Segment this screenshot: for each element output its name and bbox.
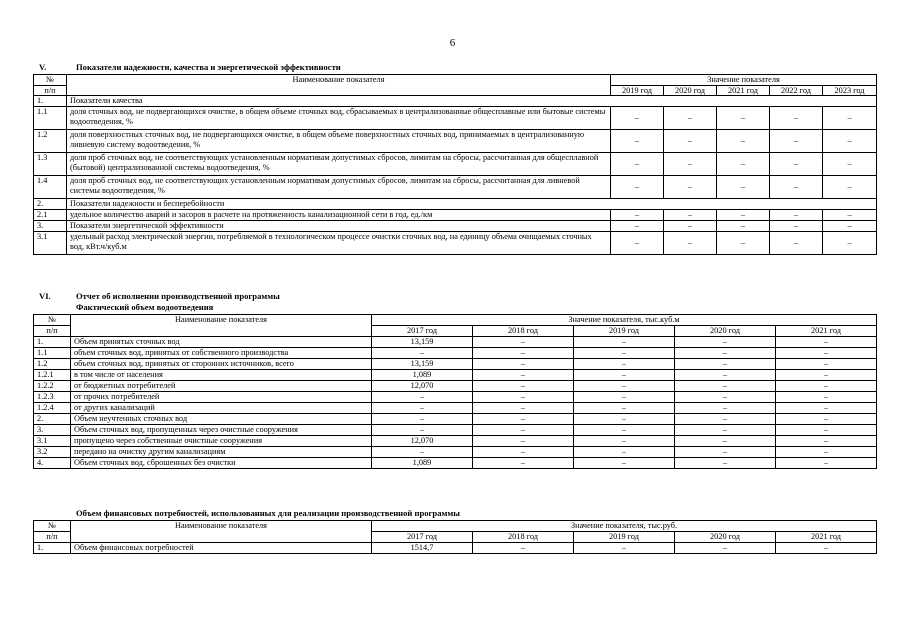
row-number: 1.2.3 bbox=[34, 392, 71, 403]
table-row bbox=[34, 425, 877, 436]
row-value: – bbox=[574, 370, 675, 381]
row-value: 13,159 bbox=[372, 337, 473, 348]
column-header-number: № bbox=[34, 315, 71, 326]
column-header-year: 2020 год bbox=[675, 326, 776, 337]
section-6-title: Отчет об исполнении производственной программы bbox=[76, 291, 280, 301]
row-value: – bbox=[372, 403, 473, 414]
row-name: передано на очистку другим канализациям bbox=[71, 447, 372, 458]
row-value: – bbox=[574, 414, 675, 425]
column-header-year: 2017 год bbox=[372, 532, 473, 543]
table-row bbox=[34, 392, 877, 403]
row-value: – bbox=[776, 425, 877, 436]
table-row bbox=[34, 447, 877, 458]
row-value: – bbox=[473, 447, 574, 458]
row-value: – bbox=[574, 543, 675, 554]
row-number: 4. bbox=[34, 458, 71, 469]
row-value: 13,159 bbox=[372, 359, 473, 370]
row-value: – bbox=[776, 348, 877, 359]
row-name: доля проб сточных вод, не соответствующих установленным нормативам допустимых сбросов, лимитам на сбросы, рассчитанная для общесплавной (бытовой) централизованной системы водоотведения, % bbox=[67, 153, 611, 176]
row-value: – bbox=[611, 176, 664, 199]
section-6-subtitle: Фактический объем водоотведения bbox=[76, 302, 214, 312]
row-value: – bbox=[675, 370, 776, 381]
row-number: 1.2.2 bbox=[34, 381, 71, 392]
row-value: – bbox=[770, 232, 823, 255]
row-value: – bbox=[823, 176, 877, 199]
row-value: – bbox=[664, 153, 717, 176]
row-number: 1. bbox=[34, 543, 71, 554]
column-header-number: № bbox=[34, 521, 71, 532]
row-value: – bbox=[776, 436, 877, 447]
row-value: – bbox=[776, 543, 877, 554]
row-number: 3. bbox=[34, 425, 71, 436]
row-value: – bbox=[473, 425, 574, 436]
row-value: – bbox=[675, 447, 776, 458]
row-number: 3.2 bbox=[34, 447, 71, 458]
row-value: 1,089 bbox=[372, 370, 473, 381]
row-value: – bbox=[776, 458, 877, 469]
row-value: – bbox=[473, 458, 574, 469]
row-name: от бюджетных потребителей bbox=[71, 381, 372, 392]
column-header-pp: п/п bbox=[34, 326, 71, 337]
row-value: – bbox=[770, 210, 823, 221]
row-value: – bbox=[823, 153, 877, 176]
row-value: – bbox=[664, 232, 717, 255]
column-header-year: 2023 год bbox=[823, 85, 877, 96]
row-value: – bbox=[823, 107, 877, 130]
row-value: – bbox=[574, 381, 675, 392]
row-value: – bbox=[372, 348, 473, 359]
row-number: 1.2 bbox=[34, 359, 71, 370]
section-5-number: V. bbox=[39, 62, 47, 72]
row-value: – bbox=[574, 403, 675, 414]
row-value: – bbox=[473, 337, 574, 348]
column-header-name: Наименование показателя bbox=[71, 315, 372, 337]
column-header-year: 2019 год bbox=[574, 532, 675, 543]
row-name: доля поверхностных сточных вод, не подвергающихся очистке, в общем объеме поверхностных сточных вод, принимаемых в централизованную ливневую систему водоотведения, % bbox=[67, 130, 611, 153]
row-value: – bbox=[770, 176, 823, 199]
row-value: – bbox=[675, 348, 776, 359]
finance-heading: Объем финансовых потребностей, использованных для реализации производственной программы bbox=[76, 508, 460, 518]
table-row bbox=[34, 359, 877, 370]
row-number: 1.2.1 bbox=[34, 370, 71, 381]
row-value: – bbox=[473, 392, 574, 403]
row-value: 1514,7 bbox=[372, 543, 473, 554]
row-value: – bbox=[664, 107, 717, 130]
row-value: – bbox=[717, 210, 770, 221]
row-value: – bbox=[776, 381, 877, 392]
row-value: – bbox=[473, 348, 574, 359]
column-header-year: 2020 год bbox=[675, 532, 776, 543]
row-value: – bbox=[717, 232, 770, 255]
table-row bbox=[34, 153, 877, 176]
column-header-value: Значение показателя, тыс.руб. bbox=[372, 521, 877, 532]
column-header-year: 2022 год bbox=[770, 85, 823, 96]
section-6-heading bbox=[39, 292, 280, 302]
row-value: – bbox=[675, 392, 776, 403]
row-value: – bbox=[473, 543, 574, 554]
table-row bbox=[34, 381, 877, 392]
row-value: – bbox=[717, 107, 770, 130]
row-value: – bbox=[776, 337, 877, 348]
row-number: 1.2 bbox=[34, 130, 67, 153]
table-row bbox=[34, 458, 877, 469]
row-number: 3. bbox=[34, 221, 67, 232]
row-value: – bbox=[776, 370, 877, 381]
row-value: 12,070 bbox=[372, 381, 473, 392]
row-value: – bbox=[675, 543, 776, 554]
row-value: – bbox=[611, 221, 664, 232]
row-number: 1.1 bbox=[34, 348, 71, 359]
row-value: – bbox=[675, 458, 776, 469]
row-name: объем сточных вод, принятых от сторонних источников, всего bbox=[71, 359, 372, 370]
row-value: – bbox=[675, 381, 776, 392]
row-name: Объем сточных вод, сброшенных без очистки bbox=[71, 458, 372, 469]
table-row bbox=[34, 414, 877, 425]
row-name: доля сточных вод, не подвергающихся очистке, в общем объеме сточных вод, сбрасываемых в централизованные общесплавные или бытовые системы водоотведения, % bbox=[67, 107, 611, 130]
row-value: – bbox=[823, 210, 877, 221]
row-value: – bbox=[574, 337, 675, 348]
row-value: – bbox=[611, 210, 664, 221]
row-value: 12,070 bbox=[372, 436, 473, 447]
row-value: – bbox=[770, 130, 823, 153]
row-value: – bbox=[473, 359, 574, 370]
row-value: – bbox=[776, 447, 877, 458]
row-value: – bbox=[473, 381, 574, 392]
row-value: – bbox=[770, 107, 823, 130]
column-header-year: 2021 год bbox=[776, 532, 877, 543]
row-value: 1,089 bbox=[372, 458, 473, 469]
row-value: – bbox=[574, 425, 675, 436]
row-value: – bbox=[611, 130, 664, 153]
row-number: 2. bbox=[34, 199, 67, 210]
row-value: – bbox=[675, 359, 776, 370]
row-value: – bbox=[717, 153, 770, 176]
column-header-year: 2019 год bbox=[574, 326, 675, 337]
column-header-year: 2018 год bbox=[473, 532, 574, 543]
column-header-name: Наименование показателя bbox=[71, 521, 372, 543]
row-value: – bbox=[776, 392, 877, 403]
row-value: – bbox=[574, 359, 675, 370]
row-value: – bbox=[574, 348, 675, 359]
table-row bbox=[34, 348, 877, 359]
row-value: – bbox=[776, 414, 877, 425]
row-value: – bbox=[675, 436, 776, 447]
row-name: удельный расход электрической энергии, потребляемой в технологическом процессе очистки сточных вод, на единицу объема очищаемых сточных вод, кВт.ч/куб.м bbox=[67, 232, 611, 255]
row-value: – bbox=[776, 359, 877, 370]
row-name: объем сточных вод, принятых от собственного производства bbox=[71, 348, 372, 359]
wastewater-volume-table bbox=[33, 314, 877, 469]
row-name: Объем неучтенных сточных вод bbox=[71, 414, 372, 425]
column-header-year: 2020 год bbox=[664, 85, 717, 96]
row-value: – bbox=[372, 447, 473, 458]
row-name: Показатели энергетической эффективности bbox=[67, 221, 611, 232]
row-value: – bbox=[611, 107, 664, 130]
column-header-name: Наименование показателя bbox=[67, 75, 611, 96]
table-row bbox=[34, 232, 877, 255]
row-value: – bbox=[717, 221, 770, 232]
row-name: удельное количество аварий и засоров в расчете на протяженность канализационной сети в год, ед./км bbox=[67, 210, 611, 221]
row-value: – bbox=[664, 130, 717, 153]
row-number: 2.1 bbox=[34, 210, 67, 221]
row-value: – bbox=[372, 414, 473, 425]
row-number: 3.1 bbox=[34, 436, 71, 447]
row-value: – bbox=[574, 392, 675, 403]
column-header-pp: п/п bbox=[34, 85, 67, 96]
row-value: – bbox=[664, 210, 717, 221]
row-value: – bbox=[770, 221, 823, 232]
row-value: – bbox=[372, 425, 473, 436]
group-row bbox=[34, 199, 877, 210]
row-number: 1.2.4 bbox=[34, 403, 71, 414]
table-row bbox=[34, 436, 877, 447]
row-value: – bbox=[664, 176, 717, 199]
row-value: – bbox=[473, 414, 574, 425]
row-value: – bbox=[574, 458, 675, 469]
row-name: Объем финансовых потребностей bbox=[71, 543, 372, 554]
row-value: – bbox=[823, 232, 877, 255]
table-row bbox=[34, 221, 877, 232]
row-value: – bbox=[473, 370, 574, 381]
row-value: – bbox=[574, 447, 675, 458]
row-value: – bbox=[823, 221, 877, 232]
row-number: 2. bbox=[34, 414, 71, 425]
page-number: 6 bbox=[449, 37, 456, 49]
section-5-heading bbox=[39, 63, 341, 73]
row-value: – bbox=[675, 425, 776, 436]
section-6-number: VI. bbox=[39, 291, 51, 301]
row-value: – bbox=[473, 436, 574, 447]
row-value: – bbox=[664, 221, 717, 232]
table-row bbox=[34, 543, 877, 554]
row-value: – bbox=[611, 232, 664, 255]
column-header-year: 2017 год bbox=[372, 326, 473, 337]
section-5-title: Показатели надежности, качества и энергетической эффективности bbox=[76, 62, 341, 72]
column-header-number: № bbox=[34, 75, 67, 86]
row-name: от прочих потребителей bbox=[71, 392, 372, 403]
row-name: Объем принятых сточных вод bbox=[71, 337, 372, 348]
row-value: – bbox=[372, 392, 473, 403]
table-row bbox=[34, 107, 877, 130]
table-row bbox=[34, 176, 877, 199]
table-row bbox=[34, 337, 877, 348]
column-header-value: Значение показателя, тыс.куб.м bbox=[372, 315, 877, 326]
reliability-indicators-table bbox=[33, 74, 877, 255]
row-name: Объем сточных вод, пропущенных через очистные сооружения bbox=[71, 425, 372, 436]
column-header-value: Значение показателя bbox=[611, 75, 877, 86]
row-number: 1.1 bbox=[34, 107, 67, 130]
table-row bbox=[34, 210, 877, 221]
row-value: – bbox=[675, 403, 776, 414]
row-number: 1.4 bbox=[34, 176, 67, 199]
row-value: – bbox=[776, 403, 877, 414]
group-row bbox=[34, 96, 877, 107]
column-header-year: 2021 год bbox=[717, 85, 770, 96]
table-row bbox=[34, 370, 877, 381]
row-value: – bbox=[611, 153, 664, 176]
row-value: – bbox=[717, 176, 770, 199]
table-row bbox=[34, 403, 877, 414]
row-value: – bbox=[717, 130, 770, 153]
row-value: – bbox=[823, 130, 877, 153]
row-name: Показатели надежности и бесперебойности bbox=[67, 199, 877, 210]
financial-needs-table bbox=[33, 520, 877, 554]
row-name: доля проб сточных вод, не соответствующих установленным нормативам допустимых сбросов, лимитам на сбросы, рассчитанная для ливневой системы водоотведения, % bbox=[67, 176, 611, 199]
row-name: в том числе от населения bbox=[71, 370, 372, 381]
row-number: 1.3 bbox=[34, 153, 67, 176]
row-name: пропущено через собственные очистные сооружения bbox=[71, 436, 372, 447]
table-row bbox=[34, 130, 877, 153]
column-header-year: 2019 год bbox=[611, 85, 664, 96]
row-name: Показатели качества bbox=[67, 96, 877, 107]
row-value: – bbox=[574, 436, 675, 447]
row-number: 1. bbox=[34, 337, 71, 348]
column-header-pp: п/п bbox=[34, 532, 71, 543]
row-number: 1. bbox=[34, 96, 67, 107]
column-header-year: 2021 год bbox=[776, 326, 877, 337]
row-name: от других канализаций bbox=[71, 403, 372, 414]
column-header-year: 2018 год bbox=[473, 326, 574, 337]
row-value: – bbox=[675, 337, 776, 348]
row-number: 3.1 bbox=[34, 232, 67, 255]
row-value: – bbox=[675, 414, 776, 425]
row-value: – bbox=[473, 403, 574, 414]
row-value: – bbox=[770, 153, 823, 176]
